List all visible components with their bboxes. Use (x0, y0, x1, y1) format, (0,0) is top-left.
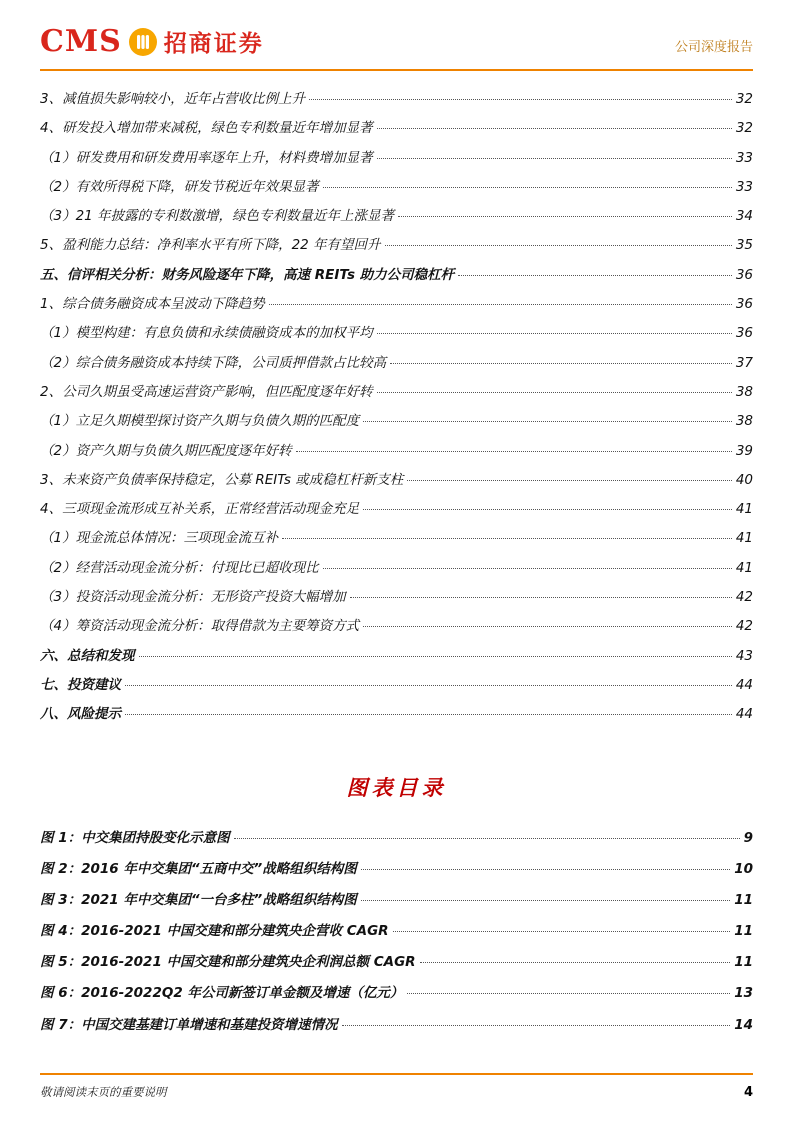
toc-entry-page: 36 (735, 266, 753, 283)
figure-entry-label: 图 4：2016-2021 中国交建和部分建筑央企营收 CAGR (40, 923, 389, 940)
dot-leader (420, 962, 731, 963)
toc-entry-label: （2）资产久期与负债久期匹配度逐年好转 (40, 442, 292, 459)
figure-entry[interactable] (40, 950, 753, 981)
toc-entry-label: （1）研发费用和研发费用率逐年上升，材料费增加显著 (40, 149, 373, 166)
toc-entry-label: （2）有效所得税下降，研发节税近年效果显著 (40, 178, 319, 195)
toc-entry-label: （2）综合债务融资成本持续下降，公司质押借款占比较高 (40, 354, 387, 371)
figure-entry-label: 图 5：2016-2021 中国交建和部分建筑央企利润总额 CAGR (40, 954, 416, 971)
footer-disclaimer: 敬请阅读末页的重要说明 (40, 1085, 167, 1099)
toc-entry-label: 八、风险提示 (40, 706, 121, 723)
toc-entry[interactable] (40, 292, 753, 321)
toc-entry-page: 41 (735, 530, 753, 547)
toc-entry-page: 35 (735, 237, 753, 254)
toc-entry-page: 38 (735, 383, 753, 400)
figure-entry-page: 14 (734, 1016, 753, 1033)
toc-entry-label: （1）模型构建：有息负债和永续债融资成本的加权平均 (40, 325, 373, 342)
table-of-contents (40, 87, 753, 732)
dot-leader (125, 685, 732, 686)
toc-entry-page: 33 (735, 149, 753, 166)
toc-entry[interactable] (40, 526, 753, 555)
toc-entry-page: 33 (735, 178, 753, 195)
toc-entry[interactable] (40, 409, 753, 438)
cms-logo (40, 24, 264, 59)
dot-leader (234, 838, 740, 839)
toc-entry[interactable] (40, 175, 753, 204)
dot-leader (377, 158, 732, 159)
toc-entry[interactable] (40, 556, 753, 585)
dot-leader (377, 333, 732, 334)
header-divider (40, 69, 753, 71)
toc-entry[interactable] (40, 351, 753, 380)
dot-leader (296, 451, 732, 452)
dot-leader (407, 480, 732, 481)
toc-entry-label: 4、研发投入增加带来减税，绿色专利数量近年增加显著 (40, 120, 373, 137)
dot-leader (363, 509, 732, 510)
toc-entry-label: 七、投资建议 (40, 676, 121, 693)
toc-entry-label: 4、三项现金流形成互补关系，正常经营活动现金充足 (40, 501, 360, 518)
toc-entry-page: 40 (735, 471, 753, 488)
toc-entry[interactable] (40, 585, 753, 614)
toc-entry[interactable] (40, 673, 753, 702)
toc-entry-page: 37 (735, 354, 753, 371)
dot-leader (377, 392, 732, 393)
toc-entry-page: 42 (735, 589, 753, 606)
dot-leader (323, 568, 732, 569)
dot-leader (350, 597, 732, 598)
toc-entry-page: 39 (735, 442, 753, 459)
toc-entry-label: （1）现金流总体情况：三项现金流互补 (40, 530, 279, 547)
figure-entry-label: 图 3：2021 年中交集团“一台多柱”战略组织结构图 (40, 891, 357, 908)
brand-name: 招商证券 (163, 30, 264, 57)
toc-entry[interactable] (40, 233, 753, 262)
toc-entry[interactable] (40, 204, 753, 233)
toc-entry-page: 41 (735, 501, 753, 518)
dot-leader (390, 363, 732, 364)
figure-entry-page: 13 (734, 985, 753, 1002)
figure-entry-page: 11 (734, 923, 753, 940)
figure-entry-label: 图 7：中国交建基建订单增速和基建投资增速情况 (40, 1016, 338, 1033)
dot-leader (309, 99, 732, 100)
dot-leader (377, 128, 732, 129)
toc-entry-label: （3）21 年披露的专利数激增，绿色专利数量近年上涨显著 (40, 208, 395, 225)
toc-entry-page: 36 (735, 325, 753, 342)
toc-entry[interactable] (40, 87, 753, 116)
dot-leader (342, 1025, 731, 1026)
toc-entry-label: 3、未来资产负债率保持稳定，公募 REITs 或成稳杠杆新支柱 (40, 471, 404, 488)
figure-directory-title: 图表目录 (346, 774, 447, 800)
toc-entry[interactable] (40, 146, 753, 175)
page-footer (40, 1073, 753, 1100)
toc-entry-page: 44 (735, 706, 753, 723)
dot-leader (363, 626, 732, 627)
figure-entry[interactable] (40, 919, 753, 950)
dot-leader (385, 245, 732, 246)
toc-entry[interactable] (40, 468, 753, 497)
toc-entry[interactable] (40, 263, 753, 292)
dot-leader (125, 714, 732, 715)
toc-entry[interactable] (40, 321, 753, 350)
toc-entry-label: （4）筹资活动现金流分析：取得借款为主要筹资方式 (40, 618, 360, 635)
toc-entry-page: 34 (735, 208, 753, 225)
figure-entry[interactable] (40, 826, 753, 857)
toc-entry-label: （1）立足久期模型探讨资产久期与负债久期的匹配度 (40, 413, 360, 430)
figure-entry-label: 图 1：中交集团持股变化示意图 (40, 829, 230, 846)
toc-entry-page: 44 (735, 676, 753, 693)
toc-entry[interactable] (40, 614, 753, 643)
toc-entry-label: 5、盈利能力总结：净利率水平有所下降，22 年有望回升 (40, 237, 381, 254)
toc-entry-label: （2）经营活动现金流分析：付现比已超收现比 (40, 559, 319, 576)
toc-entry-label: 六、总结和发现 (40, 647, 135, 664)
dot-leader (282, 538, 732, 539)
toc-entry-page: 42 (735, 618, 753, 635)
dot-leader (398, 216, 732, 217)
page-header (40, 0, 753, 59)
toc-entry[interactable] (40, 644, 753, 673)
toc-entry-label: （3）投资活动现金流分析：无形资产投资大幅增加 (40, 589, 346, 606)
dot-leader (458, 275, 732, 276)
toc-entry[interactable] (40, 380, 753, 409)
figure-entry-page: 11 (734, 891, 753, 908)
dot-leader (361, 869, 730, 870)
toc-entry[interactable] (40, 439, 753, 468)
toc-entry-page: 36 (735, 296, 753, 313)
page-number: 4 (743, 1085, 753, 1100)
dot-leader (323, 187, 732, 188)
figure-entry-page: 11 (734, 954, 753, 971)
toc-entry-page: 41 (735, 559, 753, 576)
dot-leader (139, 656, 732, 657)
figure-entry[interactable] (40, 857, 753, 888)
dot-leader (393, 931, 731, 932)
figure-entry[interactable] (40, 888, 753, 919)
figure-entry[interactable] (40, 981, 753, 1012)
dot-leader (363, 421, 732, 422)
dot-leader (407, 993, 730, 994)
figure-entry-page: 9 (743, 829, 753, 846)
toc-entry-page: 38 (735, 413, 753, 430)
toc-entry-page: 32 (735, 91, 753, 107)
report-type-label: 公司深度报告 (674, 40, 753, 55)
figure-entry-label: 图 6：2016-2022Q2 年公司新签订单金额及增速（亿元） (40, 985, 404, 1002)
cms-circle-icon (128, 27, 158, 57)
dot-leader (269, 304, 732, 305)
toc-entry[interactable] (40, 497, 753, 526)
toc-entry[interactable] (40, 702, 753, 731)
toc-entry-page: 32 (735, 120, 753, 137)
toc-entry-label: 2、公司久期虽受高速运营资产影响，但匹配度逐年好转 (40, 383, 373, 400)
figure-entry-label: 图 2：2016 年中交集团“五商中交”战略组织结构图 (40, 860, 357, 877)
figure-entry-page: 10 (734, 860, 753, 877)
dot-leader (361, 900, 730, 901)
figure-entry[interactable] (40, 1013, 753, 1044)
toc-entry-page: 43 (735, 647, 753, 664)
toc-entry-label: 3、减值损失影响较小，近年占营收比例上升 (40, 91, 306, 107)
toc-entry[interactable] (40, 116, 753, 145)
toc-entry-label: 1、综合债务融资成本呈波动下降趋势 (40, 296, 265, 313)
toc-entry-label: 五、信评相关分析：财务风险逐年下降，高速 REITs 助力公司稳杠杆 (40, 266, 455, 283)
cms-logo-text: CMS (40, 24, 122, 59)
figure-directory-list (40, 826, 753, 1044)
